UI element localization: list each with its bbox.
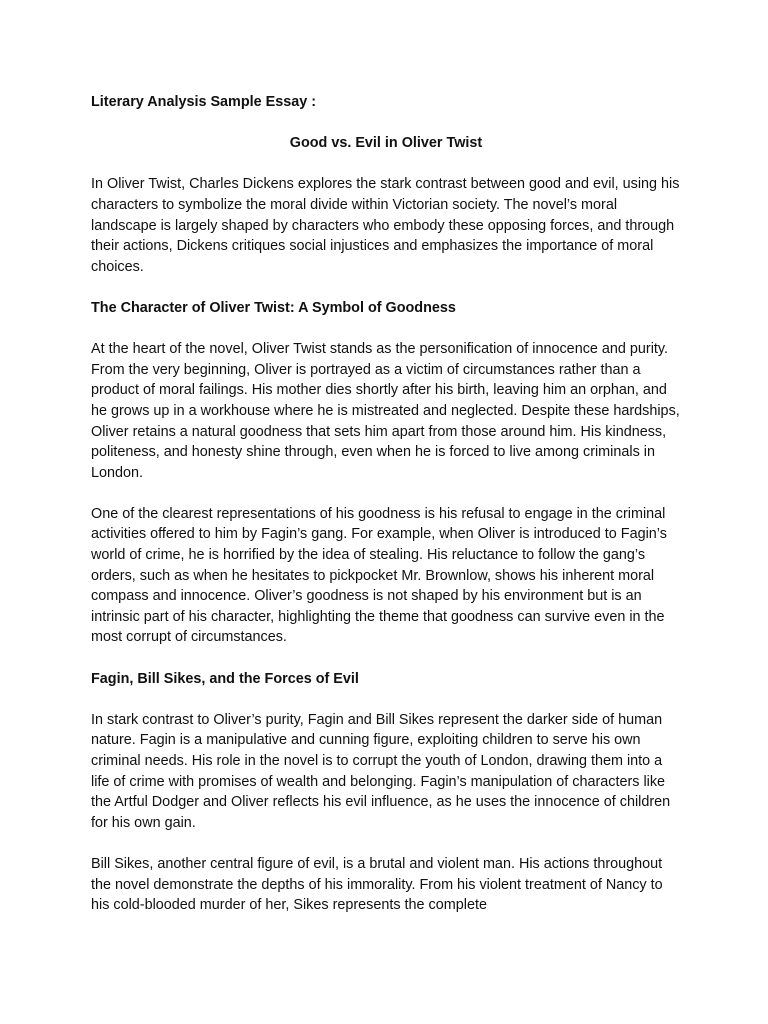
evil-paragraph-1: In stark contrast to Oliver’s purity, Fagin and Bill Sikes represent the darker side of human nature. Fagin is a manipulative and cunning figure, exploiting children to serve his own criminal needs. His role in the novel is to corrupt the youth of London, drawing them into a life of crime with promises of wealth and belonging. Fagin’s manipulation of characters like the Artful Dodger and Oliver reflects his evil influence, as he uses the innocence of children for his own gain. xyxy=(91,711,671,831)
oliver-paragraph-2: One of the clearest representations of his goodness is his refusal to engage in the criminal activities offered to him by Fagin’s gang. For example, when Oliver is introduced to Fagin’s world of crime, he is horrified by the idea of stealing. His reluctance to follow the gang’s orders, such as when he hesitates to pickpocket Mr. Brownlow, shows his inherent moral compass and innocence. Oliver’s goodness is not shaped by his environment but is an intrinsic part of his character, highlighting the theme that goodness can survive even in the most corrupt of circumstances. xyxy=(91,505,667,646)
oliver-paragraph-1: At the heart of the novel, Oliver Twist stands as the personification of innocence and purity. From the very beginning, Oliver is portrayed as a victim of circumstances rather than a product of moral failings. His mother dies shortly after his birth, leaving him an orphan, and he grows up in a workhouse where he is mistreated and neglected. Despite these hardships, Oliver retains a natural goodness that sets him apart from those around him. His kindness, politeness, and honesty shine through, even when he is forced to live among criminals in London. xyxy=(91,341,680,481)
document-label: Literary Analysis Sample Essay : xyxy=(91,94,317,110)
document-page xyxy=(91,92,681,936)
evil-paragraph-2: Bill Sikes, another central figure of evil, is a brutal and violent man. His actions throughout the novel demonstrate the depths of his immorality. From his violent treatment of Nancy to his cold-blooded murder of her, Sikes represents the complete xyxy=(91,855,663,914)
section-heading-oliver: The Character of Oliver Twist: A Symbol of Goodness xyxy=(91,299,456,316)
essay-title: Good vs. Evil in Oliver Twist xyxy=(289,135,483,152)
intro-paragraph: In Oliver Twist, Charles Dickens explores the stark contrast between good and evil, using his characters to symbolize the moral divide within Victorian society. The novel’s moral landscape is largely shaped by characters who embody these opposing forces, and through their actions, Dickens critiques social injustices and emphasizes the importance of moral choices. xyxy=(91,176,680,275)
section-heading-evil: Fagin, Bill Sikes, and the Forces of Evil xyxy=(91,670,359,687)
